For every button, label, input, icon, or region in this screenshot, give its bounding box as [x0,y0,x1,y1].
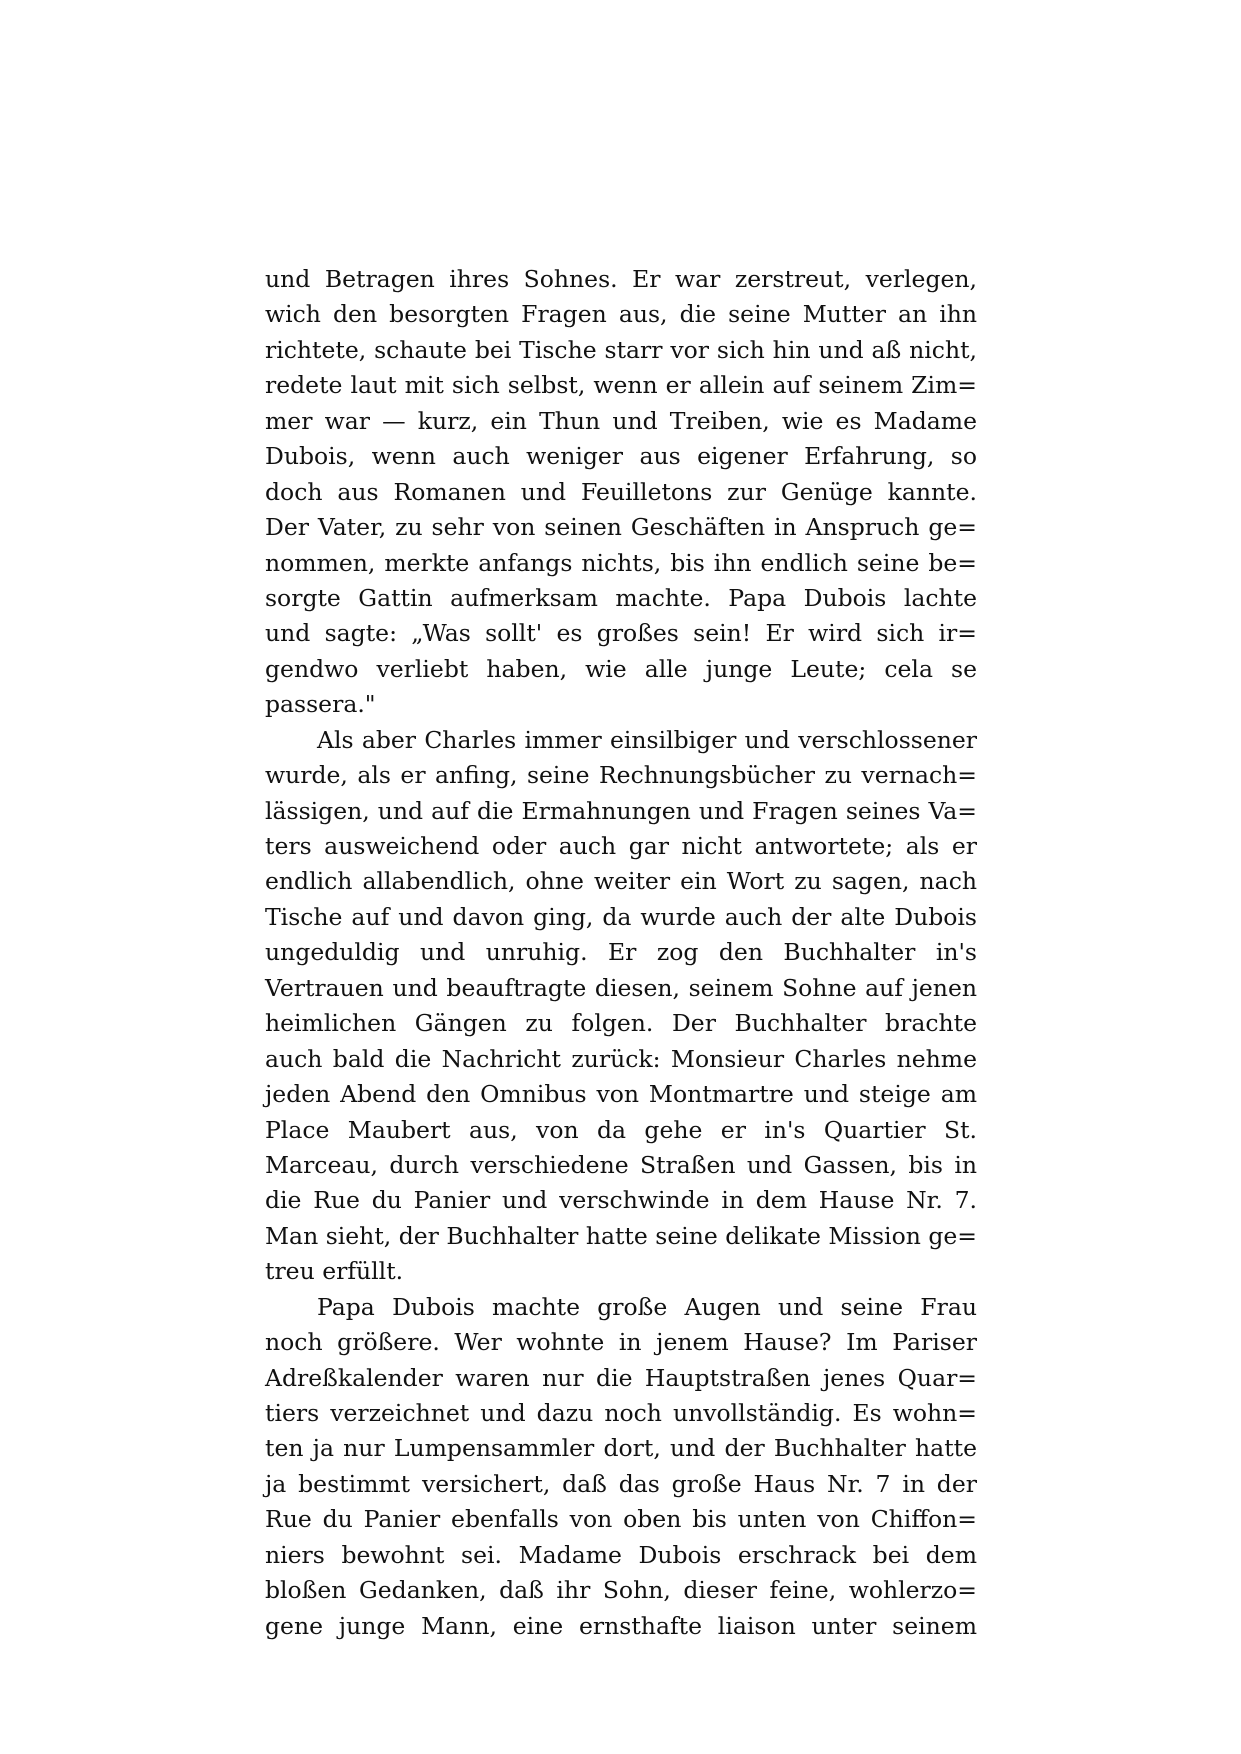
text-line: tiers verzeichnet und dazu noch unvollständig. Es wohn= [265,1399,977,1427]
text-line: mer war — kurz, ein Thun und Treiben, wie es Madame [265,406,977,435]
text-line: doch aus Romanen und Feuilletons zur Genüge kannte. [265,477,977,506]
text-line: noch größere. Wer wohnte in jenem Hause? Im Pariser [265,1328,977,1357]
text-line: jeden Abend den Omnibus von Montmartre und steige am [265,1080,977,1109]
text-line: die Rue du Panier und verschwinde in dem Hause Nr. 7. [265,1186,977,1215]
text-line: treu erfüllt. [265,1257,404,1286]
text-line: niers bewohnt sei. Madame Dubois erschrack bei dem [265,1540,977,1569]
paragraph-3 [265,1290,977,1644]
text-line: ters ausweichend oder auch gar nicht antwortete; als er [265,832,977,860]
paragraph-1 [265,262,977,723]
text-line: wurde, als er anfing, seine Rechnungsbücher zu vernach= [265,761,977,790]
text-line: redete laut mit sich selbst, wenn er allein auf seinem Zim= [265,371,977,400]
text-line: Papa Dubois machte große Augen und seine Frau [317,1292,977,1321]
text-line: heimlichen Gängen zu folgen. Der Buchhalter brachte [265,1009,977,1038]
text-line: ten ja nur Lumpensammler dort, und der Buchhalter hatte [265,1434,977,1463]
text-line: ja bestimmt versichert, daß das große Haus Nr. 7 in der [265,1469,977,1498]
text-line: sorgte Gattin aufmerksam machte. Papa Dubois lachte [265,583,977,612]
paragraph-2 [265,723,977,1290]
text-line: nommen, merkte anfangs nichts, bis ihn endlich seine be= [265,548,977,577]
text-line: endlich allabendlich, ohne weiter ein Wort zu sagen, nach [265,867,977,896]
text-line: passera." [265,690,376,719]
text-line: Rue du Panier ebenfalls von oben bis unten von Chiffon= [265,1505,977,1534]
text-line: auch bald die Nachricht zurück: Monsieur Charles nehme [265,1044,977,1073]
page-text [265,262,977,1644]
text-line: und sagte: „Was sollt' es großes sein! Er wird sich ir= [265,619,977,648]
text-line: Place Maubert aus, von da gehe er in's Quartier St. [265,1115,977,1144]
text-line: ungeduldig und unruhig. Er zog den Buchhalter in's [265,938,977,967]
text-line: richtete, schaute bei Tische starr vor sich hin und aß nicht, [265,335,977,364]
text-line: bloßen Gedanken, daß ihr Sohn, dieser feine, wohlerzo= [265,1576,977,1605]
text-line: Vertrauen und beauftragte diesen, seinem Sohne auf jenen [265,973,977,1002]
text-line: wich den besorgten Fragen aus, die seine Mutter an ihn [265,300,977,329]
text-line: Tische auf und davon ging, da wurde auch der alte Dubois [265,902,977,931]
text-line: Man sieht, der Buchhalter hatte seine delikate Mission ge= [265,1221,977,1250]
text-line: und Betragen ihres Sohnes. Er war zerstreut, verlegen, [265,265,977,293]
text-line: Adreßkalender waren nur die Hauptstraßen jenes Quar= [265,1363,977,1392]
text-line: Dubois, wenn auch weniger aus eigener Erfahrung, so [265,442,977,471]
text-line: Als aber Charles immer einsilbiger und verschlossener [317,725,977,754]
text-line: Der Vater, zu sehr von seinen Geschäften in Anspruch ge= [265,513,977,542]
text-line: lässigen, und auf die Ermahnungen und Fragen seines Va= [265,796,977,825]
text-line: Marceau, durch verschiedene Straßen und Gassen, bis in [265,1150,977,1179]
text-line: gene junge Mann, eine ernsthafte liaison unter seinem [265,1611,977,1640]
text-line: gendwo verliebt haben, wie alle junge Leute; cela se [265,654,977,683]
